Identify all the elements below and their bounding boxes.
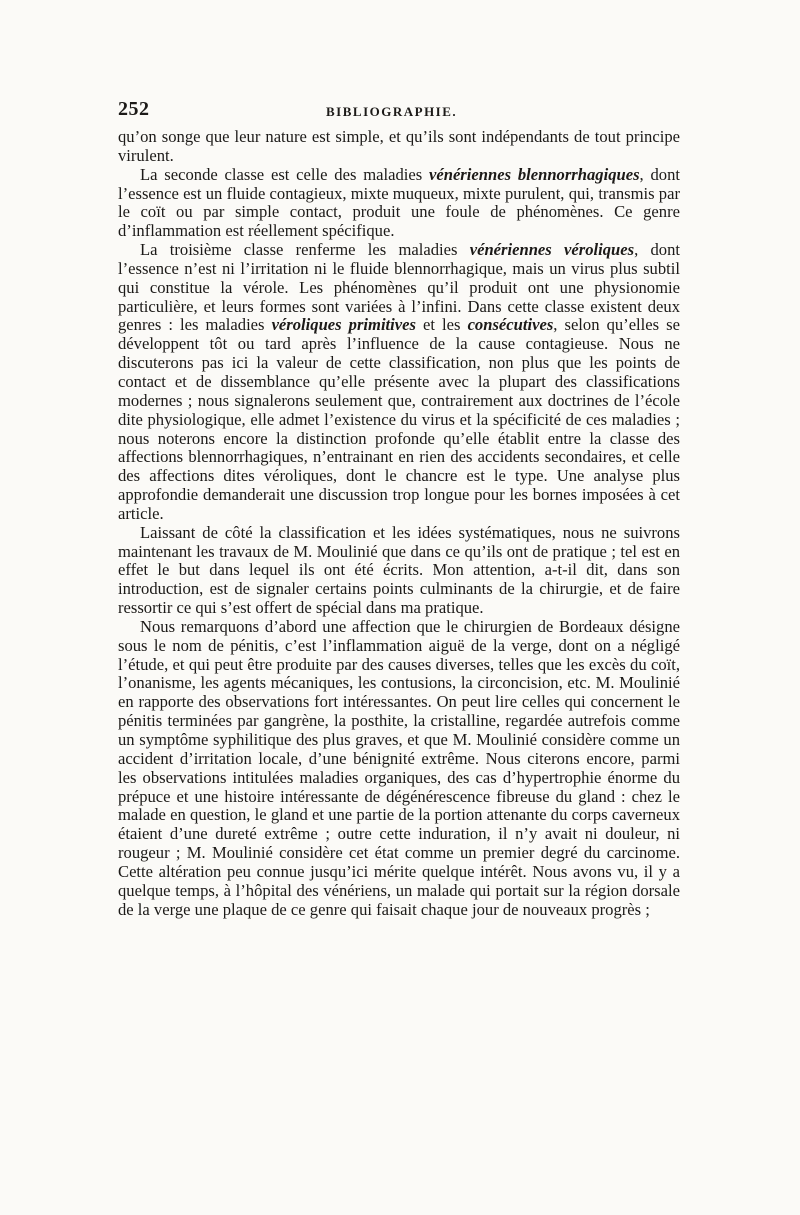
italic-term: vénériennes blennorrhagiques (428, 164, 640, 184)
paragraph-2 (118, 166, 680, 241)
body-text (118, 128, 680, 919)
page-header (118, 98, 680, 128)
running-head: BIBLIOGRAPHIE. (326, 104, 458, 119)
paragraph-5 (118, 618, 680, 920)
italic-term: consécutives (467, 315, 554, 335)
paragraph-3 (118, 241, 680, 524)
italic-term: vénériennes véroliques (469, 240, 635, 260)
text-run: La troisième classe renferme les maladies (140, 240, 470, 260)
text-run: , dont l’essence n’est ni l’irritation ni le fluide blennorrhagique, mais un virus plus subtil qui constitue la vérole. Les phénomènes qu’il produit ont une physionomie particulière, et leurs formes sont variées à l’infini. Dans cette classe existent deux genres : les maladies (118, 240, 680, 335)
page-number: 252 (118, 98, 150, 120)
paragraph-1 (118, 128, 680, 166)
text-run: , dont l’essence est un fluide contagieux, mixte muqueux, mixte purulent, qui, transmis par le coït ou par simple contact, produit une foule de phénomènes. Ce genre d’inflammation est réellement spécifique. (118, 164, 680, 241)
paragraph-4 (118, 524, 680, 618)
text-run: La seconde classe est celle des maladies (140, 164, 429, 184)
text-run: qu’on songe que leur nature est simple, et qu’ils sont indépendants de tout principe virulent. (118, 127, 680, 165)
text-run: , selon qu’elles se développent tôt ou tard après l’influence de la cause contagieuse. Nous ne discuterons pas ici la valeur de cette classification, non plus que les points de contact et de dissemblance qu’elle présente avec la plupart des classifications modernes ; nous signalerons seulement que, contrairement aux doctrines de l’école dite physiologique, elle admet l’existence du virus et la spécificité de ces maladies ; nous noterons encore la distinction profonde qu’elle établit entre la classe des affections blennorrhagiques, n’entrainant en rien des accidents secondaires, et celle des affections dites véroliques, dont le chancre est le type. Une analyse plus approfondie demanderait une discussion trop longue pour les bornes imposées à cet article. (118, 315, 680, 523)
italic-term: véroliques primitives (271, 315, 416, 335)
page (118, 98, 680, 919)
text-run: Nous remarquons d’abord une affection que le chirurgien de Bordeaux désigne sous le nom de pénitis, c’est l’inflammation aiguë de la verge, dont on a négligé l’étude, et qui peut être produite par des causes diverses, telles que les excès du coït, l’onanisme, les agents mécaniques, les contusions, la circoncision, etc. M. Moulinié en rapporte des observations fort intéressantes. On peut lire celles qui concernent le pénitis terminées par gangrène, la posthite, la cristalline, regardée autrefois comme un symptôme syphilitique des plus graves, et que M. Moulinié considère comme un accident d’irritation locale, d’une bénignité extrême. Nous citerons encore, parmi les observations intitulées maladies organiques, des cas d’hypertrophie énorme du prépuce et une histoire intéressante de dégénérescence fibreuse du gland : chez le malade en question, le gland et une partie de la portion attenante du corps caverneux étaient d’une dureté extrême ; outre cette induration, il n’y avait ni douleur, ni rougeur ; M. Moulinié considère cet état comme un premier degré du carcinome. Cette altération peu connue jusqu’ici mérite quelque intérêt. Nous avons vu, il y a quelque temps, à l’hôpital des vénériens, un malade qui portait sur la région dorsale de la verge une plaque de ce genre qui faisait chaque jour de nouveaux progrès ; (118, 616, 680, 919)
text-run: et les (415, 315, 468, 335)
text-run: Laissant de côté la classification et les idées systématiques, nous ne suivrons maintenant les travaux de M. Moulinié que dans ce qu’ils ont de pratique ; tel est en effet le but dans lequel ils ont été écrits. Mon attention, a-t-il dit, dans son introduction, est de signaler certains points culminants de la chirurgie, et de faire ressortir ce qui s’est offert de spécial dans ma pratique. (118, 522, 680, 618)
